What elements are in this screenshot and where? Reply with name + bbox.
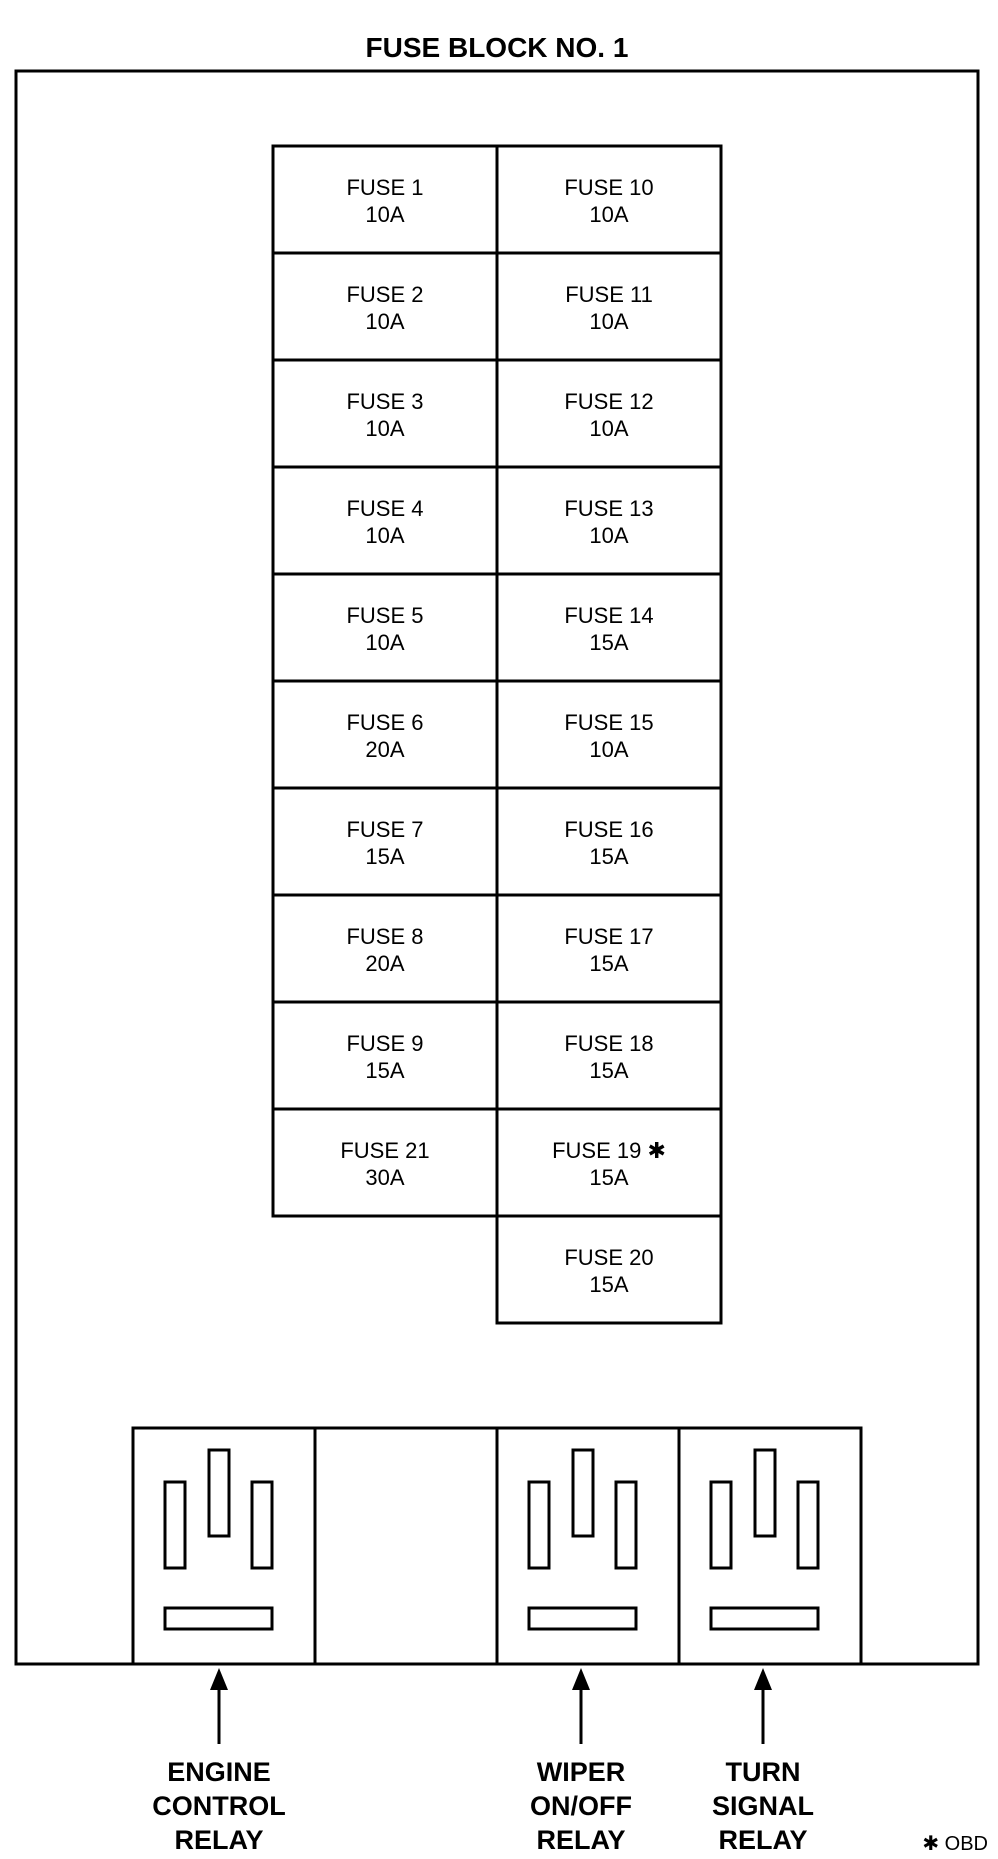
relay-pin-slot: [529, 1482, 549, 1568]
fuse-label: FUSE 7: [346, 817, 424, 842]
fuse-cell: [273, 788, 497, 895]
fuse-rating: 15A: [589, 630, 629, 655]
fuse-cell: [497, 681, 721, 788]
fuse-rating: 15A: [589, 1272, 629, 1297]
fuse-cell: [273, 1002, 497, 1109]
fuse-rating: 10A: [365, 523, 405, 548]
fuse-label: FUSE 8: [346, 924, 424, 949]
relay-callout: [152, 1668, 285, 1855]
fuse-rating: 15A: [365, 844, 405, 869]
fuse-cell: [273, 253, 497, 360]
fuse-label: FUSE 4: [346, 496, 424, 521]
relay-blade-slot: [711, 1608, 818, 1629]
fuse-rating: 10A: [589, 737, 629, 762]
relay-pin-slot: [616, 1482, 636, 1568]
relay-pin-slot: [755, 1450, 775, 1536]
fuse-cell: [497, 1002, 721, 1109]
relay-label-line: ON/OFF: [530, 1791, 632, 1821]
fuse-rating: 15A: [589, 951, 629, 976]
fuse-rating: 15A: [589, 1165, 629, 1190]
relay-label-line: CONTROL: [152, 1791, 286, 1821]
relay-label-line: RELAY: [174, 1825, 264, 1855]
relay-pin-slot: [209, 1450, 229, 1536]
fuse-rating: 10A: [365, 630, 405, 655]
fuse-label: FUSE 16: [564, 817, 654, 842]
relay-callout: [712, 1668, 814, 1855]
fuse-cell: [497, 1109, 721, 1216]
fuse-rating: 10A: [589, 309, 629, 334]
arrow-up-icon: [210, 1668, 228, 1690]
fuse-label: FUSE 6: [346, 710, 424, 735]
relay-socket: [679, 1428, 861, 1664]
diagram-title: FUSE BLOCK NO. 1: [365, 32, 629, 63]
fuse-column-right: [497, 146, 721, 1323]
fuse-column-left: [273, 146, 497, 1216]
fuse-rating: 10A: [365, 416, 405, 441]
fuse-rating: 10A: [589, 523, 629, 548]
relay-label-line: RELAY: [536, 1825, 626, 1855]
fuse-cell: [497, 895, 721, 1002]
relay-pin-slot: [711, 1482, 731, 1568]
fuse-label: FUSE 20: [564, 1245, 654, 1270]
fuse-cell: [497, 146, 721, 253]
fuse-label: FUSE 21: [340, 1138, 430, 1163]
fuse-cell: [273, 146, 497, 253]
fuse-cell: [273, 681, 497, 788]
fuse-rating: 20A: [365, 951, 405, 976]
relay-label-line: RELAY: [718, 1825, 808, 1855]
relay-label-line: WIPER: [536, 1757, 626, 1787]
arrow-up-icon: [754, 1668, 772, 1690]
fuse-label: FUSE 9: [346, 1031, 424, 1056]
fuse-rating: 10A: [589, 416, 629, 441]
fuse-label: FUSE 15: [564, 710, 654, 735]
fuse-rating: 15A: [589, 844, 629, 869]
fuse-label: FUSE 10: [564, 175, 654, 200]
fuse-label: FUSE 12: [564, 389, 654, 414]
fuse-rating: 10A: [365, 202, 405, 227]
relay-pin-slot: [573, 1450, 593, 1536]
relay-label-line: SIGNAL: [711, 1791, 815, 1821]
fuse-cell: [273, 1109, 497, 1216]
fuse-cell: [273, 360, 497, 467]
fuse-cell: [497, 574, 721, 681]
relay-labels: [152, 1668, 814, 1855]
relay-blade-slot: [165, 1608, 272, 1629]
relay-label-line: ENGINE: [167, 1757, 271, 1787]
fuse-label: FUSE 19 ✱: [552, 1138, 666, 1163]
relay-sockets: [133, 1428, 861, 1664]
fuse-cell: [497, 1216, 721, 1323]
fuse-rating: 10A: [589, 202, 629, 227]
relay-pin-slot: [798, 1482, 818, 1568]
fuse-cell: [497, 253, 721, 360]
fuse-rating: 15A: [365, 1058, 405, 1083]
fuse-label: FUSE 2: [346, 282, 424, 307]
fuse-label: FUSE 18: [564, 1031, 654, 1056]
fuse-label: FUSE 17: [564, 924, 654, 949]
relay-pin-slot: [252, 1482, 272, 1568]
fuse-rating: 15A: [589, 1058, 629, 1083]
relay-blade-slot: [529, 1608, 636, 1629]
relay-socket: [497, 1428, 679, 1664]
obd-footnote: ✱ OBD: [922, 1833, 988, 1855]
relay-pin-slot: [165, 1482, 185, 1568]
fuse-label: FUSE 1: [346, 175, 424, 200]
fuse-cell: [497, 788, 721, 895]
fuse-cell: [273, 467, 497, 574]
arrow-up-icon: [572, 1668, 590, 1690]
fuse-cell: [497, 360, 721, 467]
fuse-label: FUSE 5: [346, 603, 424, 628]
fuse-label: FUSE 11: [565, 282, 653, 307]
fuse-label: FUSE 14: [564, 603, 654, 628]
fuse-label: FUSE 13: [564, 496, 654, 521]
fuse-rating: 30A: [365, 1165, 405, 1190]
relay-callout: [530, 1668, 632, 1855]
relay-socket: [133, 1428, 315, 1664]
relay-label-line: TURN: [725, 1757, 801, 1787]
fuse-rating: 20A: [365, 737, 405, 762]
fuse-cell: [273, 895, 497, 1002]
fuse-rating: 10A: [365, 309, 405, 334]
fuse-cell: [497, 467, 721, 574]
fuse-label: FUSE 3: [346, 389, 424, 414]
fuse-cell: [273, 574, 497, 681]
